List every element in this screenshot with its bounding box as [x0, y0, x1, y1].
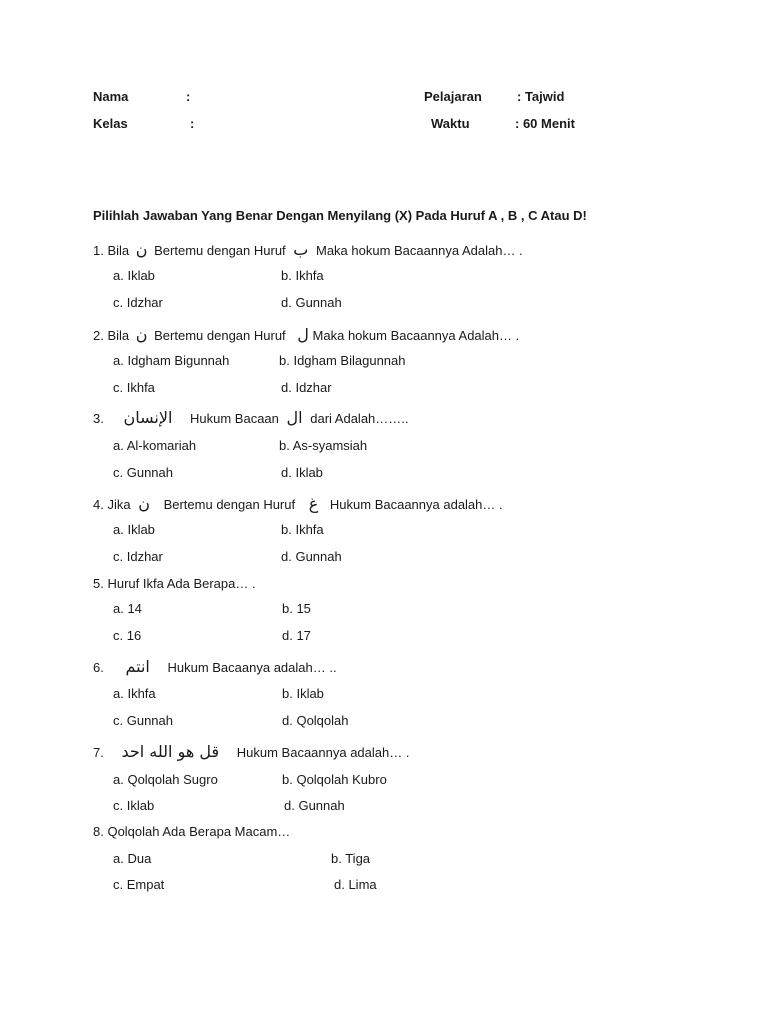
question-3-option-d: d. Iklab [281, 465, 323, 480]
question-3-post: dari Adalah…….. [310, 411, 409, 426]
question-7-option-b: b. Qolqolah Kubro [282, 772, 387, 787]
question-7-mid: Hukum Bacaannya adalah… . [236, 745, 410, 760]
question-6 [93, 657, 337, 676]
kelas-label: Kelas [93, 116, 128, 131]
question-6-arabic-1: انتم [125, 657, 150, 676]
question-4-arabic-1: ن [138, 494, 150, 513]
question-5-option-a: a. 14 [113, 601, 142, 616]
question-3-pre: 3. [93, 411, 104, 426]
question-3-arabic-2: ال [286, 408, 303, 427]
question-7-option-d: d. Gunnah [284, 798, 345, 813]
question-1-pre: 1. Bila [93, 243, 130, 258]
question-6-option-d: d. Qolqolah [282, 713, 349, 728]
question-1-arabic-1: ن [135, 240, 148, 259]
question-8-option-c: c. Empat [113, 877, 165, 892]
question-2 [93, 325, 519, 344]
question-1-option-a: a. Iklab [113, 268, 155, 283]
question-2-arabic-2: ل [297, 325, 309, 344]
question-1-option-b: b. Ikhfa [281, 268, 324, 283]
question-2-option-b: b. Idgham Bilagunnah [279, 353, 406, 368]
question-1-option-c: c. Idzhar [113, 295, 163, 310]
instruction: Pilihlah Jawaban Yang Benar Dengan Menyilang (X) Pada Huruf A , B , C Atau D! [93, 208, 587, 223]
question-2-arabic-1: ن [135, 325, 148, 344]
question-5-option-c: c. 16 [113, 628, 142, 643]
question-4-option-c: c. Idzhar [113, 549, 163, 564]
question-3-option-b: b. As-syamsiah [279, 438, 368, 453]
question-1 [93, 240, 523, 259]
question-5 [93, 576, 256, 591]
question-8-option-a: a. Dua [113, 851, 152, 866]
question-3-option-a: a. Al-komariah [113, 438, 197, 453]
question-4-post: Hukum Bacaannya adalah… . [329, 497, 503, 512]
question-8 [93, 824, 290, 839]
question-2-option-d: d. Idzhar [281, 380, 332, 395]
question-4-option-d: d. Gunnah [281, 549, 342, 564]
question-2-pre: 2. Bila [93, 328, 130, 343]
pelajaran-label: Pelajaran [424, 89, 482, 104]
pelajaran-value: : Tajwid [517, 89, 565, 104]
kelas-colon: : [190, 116, 195, 131]
question-1-arabic-2: ب [293, 240, 309, 259]
question-4-mid: Bertemu dengan Huruf [163, 497, 296, 512]
question-1-option-d: d. Gunnah [281, 295, 342, 310]
question-7-pre: 7. [93, 745, 104, 760]
question-6-mid: Hukum Bacaanya adalah… .. [167, 660, 337, 675]
question-7-option-a: a. Qolqolah Sugro [113, 772, 218, 787]
question-2-post: Maka hokum Bacaannya Adalah… . [312, 328, 520, 343]
question-3-arabic-1: الإنسان [123, 408, 173, 427]
question-6-option-c: c. Gunnah [113, 713, 173, 728]
question-8-pre: 8. Qolqolah Ada Berapa Macam… [93, 824, 291, 839]
question-7-option-c: c. Iklab [113, 798, 155, 813]
question-6-option-b: b. Iklab [282, 686, 324, 701]
question-4-arabic-2: غ [308, 494, 319, 513]
question-4 [93, 494, 503, 513]
question-3 [93, 408, 409, 427]
waktu-value: : 60 Menit [515, 116, 575, 131]
question-4-pre: 4. Jika [93, 497, 131, 512]
question-3-mid: Hukum Bacaan [190, 411, 279, 426]
question-6-pre: 6. [93, 660, 104, 675]
question-7 [93, 742, 409, 761]
question-2-mid: Bertemu dengan Huruf [154, 328, 286, 343]
question-1-mid: Bertemu dengan Huruf [154, 243, 286, 258]
question-1-post: Maka hokum Bacaannya Adalah… . [315, 243, 523, 258]
question-7-arabic-1: قل هو الله احد [121, 742, 220, 761]
question-5-option-d: d. 17 [282, 628, 311, 643]
question-5-option-b: b. 15 [282, 601, 311, 616]
question-8-option-b: b. Tiga [331, 851, 371, 866]
nama-colon: : [186, 89, 191, 104]
question-2-option-a: a. Idgham Bigunnah [113, 353, 230, 368]
question-8-option-d: d. Lima [334, 877, 377, 892]
question-3-option-c: c. Gunnah [113, 465, 173, 480]
question-5-pre: 5. Huruf Ikfa Ada Berapa… . [93, 576, 256, 591]
question-4-option-b: b. Ikhfa [281, 522, 324, 537]
question-4-option-a: a. Iklab [113, 522, 155, 537]
question-2-option-c: c. Ikhfa [113, 380, 155, 395]
waktu-label: Waktu [431, 116, 470, 131]
nama-label: Nama [93, 89, 129, 104]
question-6-option-a: a. Ikhfa [113, 686, 156, 701]
